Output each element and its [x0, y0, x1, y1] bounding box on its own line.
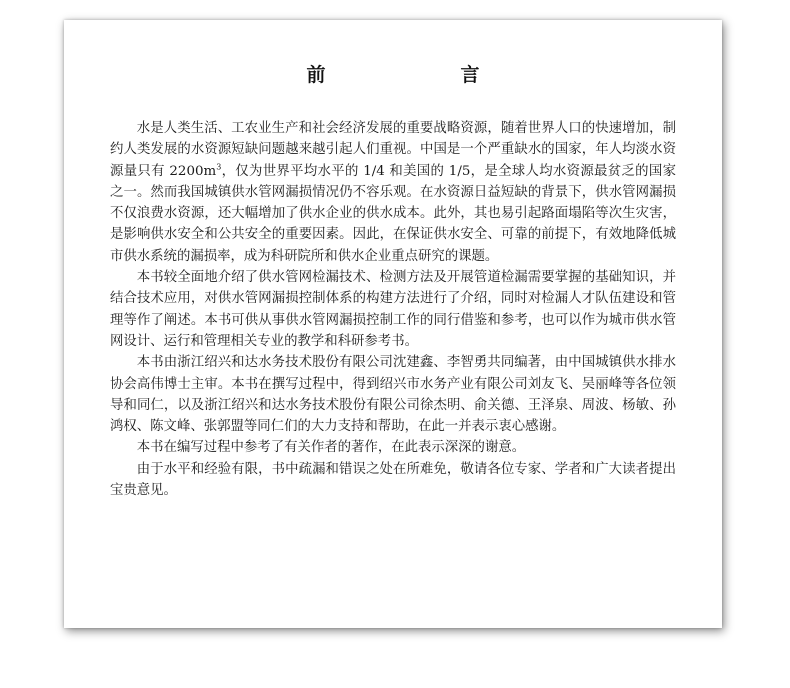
paragraph-4: 本书在编写过程中参考了有关作者的著作，在此表示深深的谢意。 — [136, 440, 526, 456]
paragraph-1-text-b: ，仅为世界平均水平的 1/4 和美国的 1/5，是全球人均水资源最贫乏的国家之一。然而我国城镇供水管网漏损情况仍不容乐观。在水资源日益短缺的背景下，供水管网漏损不仅浪费水资源，还大幅增加了供水企业的供水成本。此外，其也易引起路面塌陷等次生灾害，是影响供水安全和公共安全的重要因素。因此，在保证供水安全、可靠的前提下，有效地降低城市供水系统的漏损率，成为科研院所和供水企业重点研究的课题。 — [110, 163, 676, 264]
document-page — [64, 20, 722, 628]
paragraph-5: 由于水平和经验有限，书中疏漏和错误之处在所难免，敬请各位专家、学者和广大读者提出宝贵意见。 — [110, 461, 676, 499]
preface-body — [110, 118, 676, 501]
paragraph-1 — [110, 118, 676, 267]
page-title: 前 言 — [306, 64, 538, 86]
paragraph-2: 本书较全面地介绍了供水管网检漏技术、检测方法及开展管道检漏需要掌握的基础知识，并结合技术应用，对供水管网漏损控制体系的构建方法进行了介绍，同时对检漏人才队伍建设和管理等作了阐述。本书可供从事供水管网漏损控制工作的同行借鉴和参考，也可以作为城市供水管网设计、运行和管理相关专业的教学和科研参考书。 — [110, 270, 676, 349]
paragraph-1-text-a: 水是人类生活、工农业生产和社会经济发展的重要战略资源，随着世界人口的快速增加，制约人类发展的水资源短缺问题越来越引起人们重视。中国是一个严重缺水的国家，年人均淡水资源量只有 2200m — [110, 121, 676, 179]
superscript-unit: 3 — [216, 162, 222, 172]
paragraph-3: 本书由浙江绍兴和达水务技术股份有限公司沈建鑫、李智勇共同编著，由中国城镇供水排水协会高伟博士主审。本书在撰写过程中，得到绍兴市水务产业有限公司刘友飞、吴丽峰等各位领导和同仁，以及浙江绍兴和达水务技术股份有限公司徐杰明、俞关德、王泽泉、周波、杨敏、孙鸿权、陈文峰、张郭盟等同仁们的大力支持和帮助，在此一并表示衷心感谢。 — [110, 355, 676, 435]
